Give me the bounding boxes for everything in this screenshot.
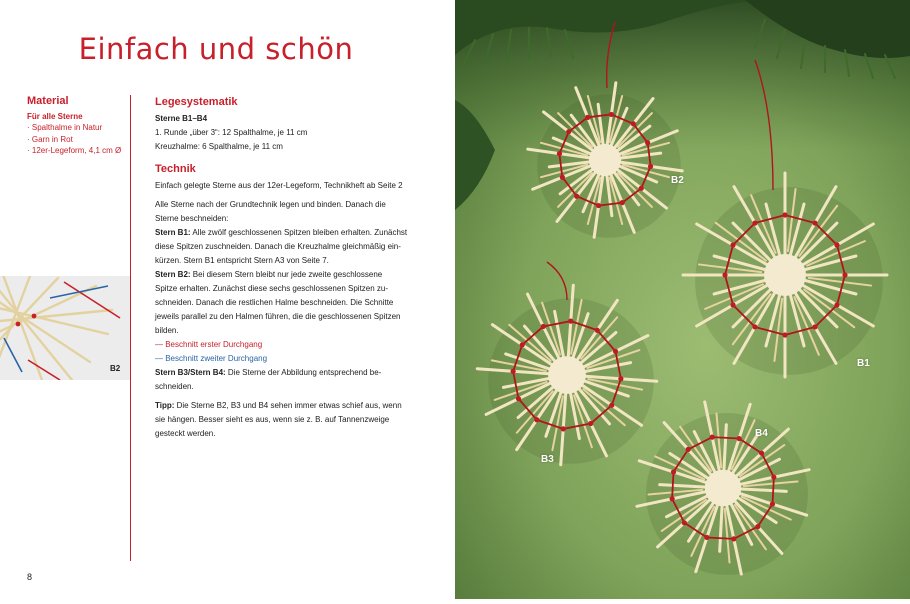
tipp-label: Tipp: <box>155 401 175 410</box>
technik-heading: Technik <box>155 163 196 175</box>
stern-b2-text: Stern B2: Bei diesem Stern bleibt nur jede zweite geschlossene <box>155 270 383 279</box>
material-subheading: Für alle Sterne <box>27 112 83 121</box>
thumbnail-label: B2 <box>110 364 121 373</box>
photo-label-b3: B3 <box>541 454 554 465</box>
stern-b1-label: Stern B1: <box>155 228 191 237</box>
technik-text: Spitze erhalten. Zunächst diese sechs geschlossenen Spitzen zu- <box>155 284 389 293</box>
technik-text: jeweils parallel zu den Halmen führen, die die geschlossenen Spitzen <box>155 312 401 321</box>
legesystematik-line: 1. Runde „über 3“: 12 Spalthalme, je 11 cm <box>155 128 308 137</box>
legesystematik-heading: Legesystematik <box>155 96 238 108</box>
stern-b34-text: Stern B3/Stern B4: Die Sterne der Abbildung entsprechend be- <box>155 368 382 377</box>
legend-red: — Beschnitt erster Durchgang <box>155 340 263 349</box>
technik-text: Alle Sterne nach der Grundtechnik legen und binden. Danach die <box>155 200 386 209</box>
technik-text: gesteckt werden. <box>155 429 216 438</box>
column-divider <box>130 95 131 561</box>
technik-intro: Einfach gelegte Sterne aus der 12er-Legeform, Technikheft ab Seite 2 <box>155 181 403 190</box>
material-list <box>27 122 127 157</box>
photo-label-b1: B1 <box>857 358 870 369</box>
technik-text: sie hängen. Besser sieht es aus, wenn sie z. B. auf Tannenzweige <box>155 415 390 424</box>
photo-illustration <box>455 0 910 599</box>
legesystematik-line: Kreuzhalme: 6 Spalthalme, je 11 cm <box>155 142 283 151</box>
legend-blue: — Beschnitt zweiter Durchgang <box>155 354 268 363</box>
instructions-column <box>155 95 413 441</box>
material-heading: Material <box>27 95 69 107</box>
material-item: · Garn in Rot <box>27 134 127 146</box>
material-item: · 12er-Legeform, 4,1 cm Ø <box>27 145 127 157</box>
material-column <box>27 95 127 157</box>
legesystematik-sub: Sterne B1–B4 <box>155 114 208 123</box>
stern-b34-label: Stern B3/Stern B4: <box>155 368 226 377</box>
technik-text: diese Spitzen zuschneiden. Danach die Kreuzhalme gleichmäßig ein- <box>155 242 401 251</box>
technik-text: schneiden. Danach die restlichen Halme beschneiden. Die Schnitte <box>155 298 394 307</box>
photo-label-b4: B4 <box>755 428 768 439</box>
page-title: Einfach und schön <box>78 32 354 66</box>
tipp-text: Tipp: Die Sterne B2, B3 und B4 sehen immer etwas schief aus, wenn <box>155 401 402 410</box>
left-page <box>0 0 455 599</box>
stern-b2-label: Stern B2: <box>155 270 191 279</box>
material-item: · Spalthalme in Natur <box>27 122 127 134</box>
stern-b1-text: Stern B1: Alle zwölf geschlossenen Spitzen bleiben erhalten. Zunächst <box>155 228 408 237</box>
technik-text: Sterne beschneiden: <box>155 214 229 223</box>
technik-text: schneiden. <box>155 382 194 391</box>
technik-text: bilden. <box>155 326 179 335</box>
stars-photo <box>455 0 910 599</box>
photo-label-b2: B2 <box>671 175 684 186</box>
technik-text: kürzen. Stern B1 entspricht Stern A3 von Seite 7. <box>155 256 329 265</box>
page-number: 8 <box>27 572 33 582</box>
